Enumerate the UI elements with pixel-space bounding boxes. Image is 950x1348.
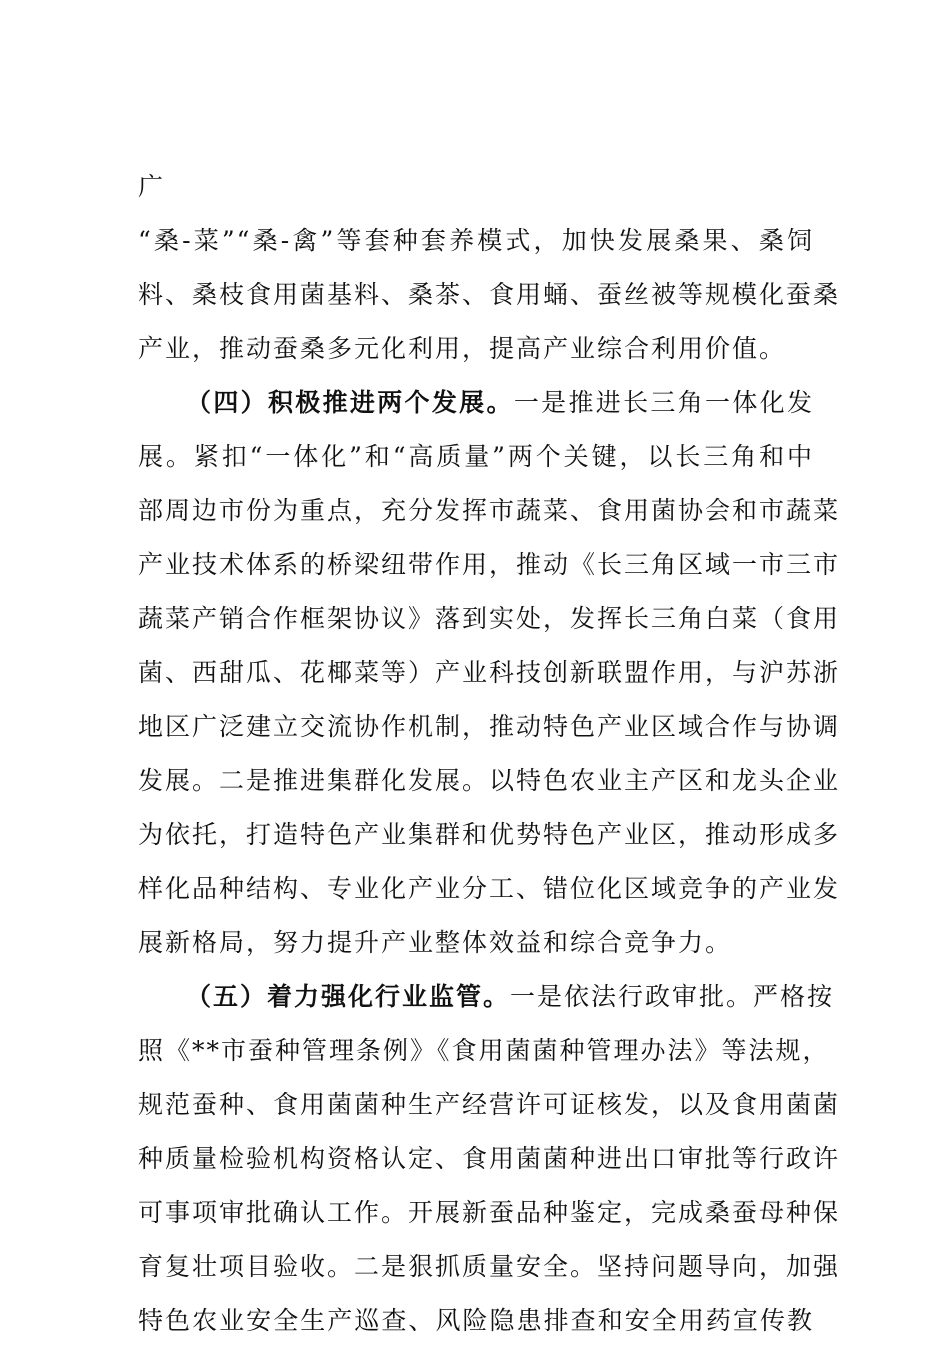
text-line: 料、桑枝食用菌基料、桑茶、食用蛹、蚕丝被等规模化蚕桑 — [138, 280, 841, 309]
text-line: 可事项审批确认工作。开展新蚕品种鉴定，完成桑蚕母种保 — [138, 1198, 841, 1227]
text-line: 产业，推动蚕桑多元化利用，提高产业综合利用价值。 — [138, 334, 787, 363]
section-heading: （五）着力强化行业监管。 — [186, 982, 511, 1011]
text-line — [138, 970, 835, 1024]
document-body — [138, 214, 841, 1348]
text-line: 育复壮项目验收。二是狠抓质量安全。坚持问题导向，加强 — [138, 1252, 841, 1281]
text-line: 发展。二是推进集群化发展。以特色农业主产区和龙头企业 — [138, 766, 841, 795]
text-line: 种质量检验机构资格认定、食用菌菌种进出口审批等行政许 — [138, 1144, 841, 1173]
text-line: 蔬菜产销合作框架协议》落到实处，发挥长三角白菜（食用 — [138, 604, 841, 633]
text-line: 照《**市蚕种管理条例》《食用菌菌种管理办法》等法规， — [138, 1036, 830, 1065]
text-line: 产业技术体系的桥梁纽带作用，推动《长三角区域一市三市 — [138, 550, 841, 579]
section-heading: （四）积极推进两个发展。 — [186, 388, 514, 417]
text-line — [138, 376, 814, 430]
text-line: 特色农业安全生产巡查、风险隐患排查和安全用药宣传教 — [138, 1306, 814, 1335]
text-line: 展。紧扣“一体化”和“高质量”两个关键，以长三角和中 — [138, 442, 814, 471]
text-line: 菌、西甜瓜、花椰菜等）产业科技创新联盟作用，与沪苏浙 — [138, 658, 841, 687]
paragraph-2 — [138, 376, 841, 970]
paragraph-3 — [138, 970, 841, 1348]
text-line: “桑-菜”“桑-禽”等套种套养模式，加快发展桑果、桑饲 — [138, 226, 814, 255]
text-line: 为依托，打造特色产业集群和优势特色产业区，推动形成多 — [138, 820, 841, 849]
text-line: 样化品种结构、专业化产业分工、错位化区域竞争的产业发 — [138, 874, 841, 903]
paragraph-1 — [138, 214, 841, 376]
text-line: 部周边市份为重点，充分发挥市蔬菜、食用菌协会和市蔬菜 — [138, 496, 841, 525]
text-line: 规范蚕种、食用菌菌种生产经营许可证核发，以及食用菌菌 — [138, 1090, 841, 1119]
text-line: 地区广泛建立交流协作机制，推动特色产业区域合作与协调 — [138, 712, 841, 741]
stray-fragment: 广 — [138, 172, 164, 201]
text-line: 展新格局，努力提升产业整体效益和综合竞争力。 — [138, 928, 733, 957]
text-run: 一是依法行政审批。严格按 — [510, 982, 835, 1011]
text-run: 一是推进长三角一体化发 — [513, 388, 814, 417]
